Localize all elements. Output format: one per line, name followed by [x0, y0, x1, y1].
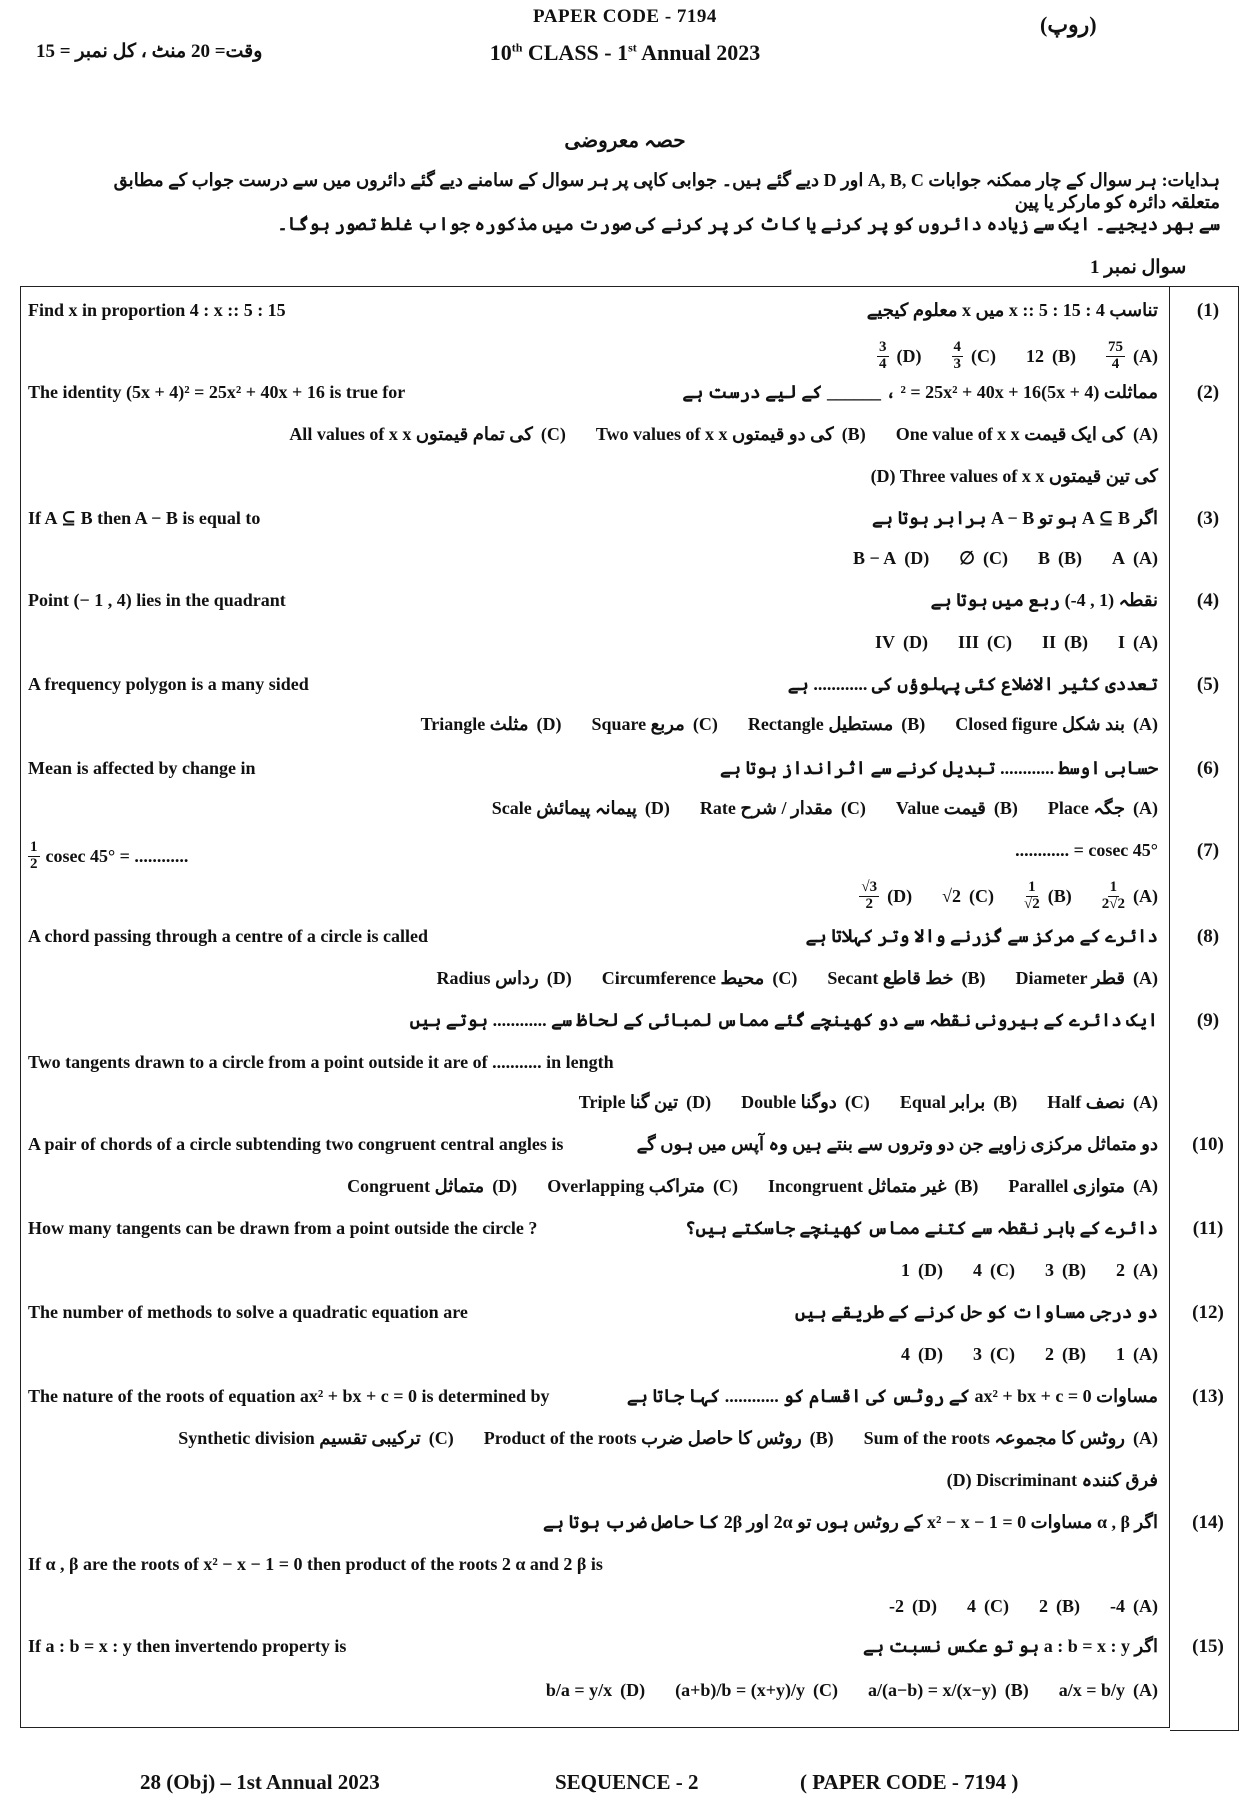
question-number: (15): [1192, 1636, 1224, 1657]
option-letter: (A): [1133, 798, 1158, 818]
question-urdu: اگر α , β مساوات x² − x − 1 = 0 کے روٹس ہوں تو 2α اور 2β کا حاصل ضرب ہوتا ہے: [542, 1512, 1158, 1532]
answer-option[interactable]: [768, 1176, 978, 1197]
option-text: Closed figure بند شکل: [955, 714, 1125, 734]
option-text: Overlapping متراکب: [547, 1176, 705, 1196]
question-english: Mean is affected by change in: [28, 758, 256, 778]
answer-option[interactable]: [1102, 880, 1158, 913]
option-text: Synthetic division ترکیبی تقسیم: [178, 1428, 421, 1448]
option-text: 3: [1045, 1260, 1054, 1280]
option-text: Parallel متوازی: [1008, 1176, 1125, 1196]
option-letter: (D): [620, 1680, 646, 1700]
question-number: (5): [1196, 674, 1220, 695]
option-letter: (B): [841, 424, 866, 444]
answer-option[interactable]: [741, 1092, 870, 1113]
answer-option[interactable]: [1008, 1176, 1158, 1197]
question-urdu: دو متماثل مرکزی زاویے جن دو وتروں سے بنتے ہیں وہ آپس میں ہوں گے: [636, 1134, 1158, 1154]
option-text: IV: [874, 632, 895, 652]
answer-option[interactable]: [546, 1680, 645, 1701]
option-text: I: [1117, 632, 1125, 652]
answer-options: [853, 548, 1158, 569]
question-urdu: اگر a : b = x : y ہو تو عکس نسبت ہے: [863, 1636, 1158, 1656]
option-letter: (A): [1133, 632, 1158, 652]
paper-code-header: PAPER CODE - 7194: [533, 6, 717, 27]
question-text: cosec 45° = ............: [45, 845, 189, 866]
option-text: Congruent متماثل: [347, 1176, 485, 1196]
answer-option[interactable]: [827, 968, 985, 989]
question-number: (9): [1196, 1010, 1220, 1031]
question-urdu: ایک دائرے کے بیرونی نقطہ سے دو کھینچے گئے مماس لمبائی کے لحاظ سے ............ ہوتے ہیں: [409, 1010, 1158, 1030]
option-text: All values of x x کی تمام قیمتوں: [289, 424, 533, 444]
answer-option[interactable]: [875, 632, 928, 653]
answer-option[interactable]: [484, 1428, 834, 1449]
question-english: The number of methods to solve a quadratic equation are: [28, 1302, 468, 1322]
option-text: B: [1037, 548, 1050, 568]
option-text: Incongruent غیر متماثل: [767, 1176, 947, 1196]
option-text: Equal برابر: [899, 1092, 986, 1112]
option-text: Triple تین گنا: [578, 1092, 679, 1112]
question-urdu: cosec 45° = ............: [1015, 840, 1158, 860]
option-text: Diameter قطر: [1015, 968, 1125, 988]
option-letter: (B): [901, 714, 926, 734]
option-letter: (B): [1058, 548, 1082, 568]
denominator: 2√2: [1101, 895, 1125, 912]
answer-option[interactable]: [591, 714, 717, 735]
option-text: 4: [973, 1260, 982, 1280]
numerator: 1: [1028, 879, 1036, 895]
option-text: a/x = b/y: [1058, 1680, 1125, 1700]
option-letter: (B): [1056, 1596, 1080, 1616]
denominator: √2: [1024, 895, 1040, 912]
option-letter: (C): [969, 885, 995, 906]
question-english: A frequency polygon is a many sided: [28, 674, 309, 694]
answer-option[interactable]: [864, 1428, 1158, 1449]
option-text: Half نصف: [1047, 1092, 1125, 1112]
option-letter: (C): [772, 968, 798, 988]
question-number: (13): [1192, 1386, 1224, 1407]
option-letter: (B): [1062, 1260, 1086, 1280]
question-english: If A ⊆ B then A − B is equal to: [28, 508, 261, 528]
option-letter: (D): [918, 1344, 943, 1364]
option-text: Sum of the roots روٹس کا مجموعہ: [863, 1428, 1125, 1448]
answer-option[interactable]: [973, 1260, 1015, 1281]
option-letter: (D): [887, 885, 913, 906]
answer-options: [889, 1596, 1158, 1617]
option-letter: (D): [896, 345, 922, 366]
fraction: [859, 880, 879, 913]
answer-option[interactable]: [1110, 1596, 1158, 1617]
option-letter: (B): [993, 1092, 1018, 1112]
class-text: CLASS - 1: [522, 40, 629, 65]
question-english: The identity (5x + 4)² = 25x² + 40x + 16 is true for: [28, 382, 406, 402]
option-letter: (A): [1133, 345, 1158, 366]
answer-option[interactable]: [868, 1680, 1029, 1701]
question-number: (11): [1192, 1218, 1224, 1239]
option-letter: (C): [986, 632, 1012, 652]
option-letter: (C): [984, 1596, 1009, 1616]
question-english: How many tangents can be drawn from a point outside the circle ?: [28, 1218, 538, 1238]
option-letter: (B): [993, 798, 1018, 818]
answer-options: [492, 798, 1158, 819]
numerator: 75: [1108, 339, 1123, 355]
answer-option[interactable]: [1047, 1092, 1158, 1113]
question-number: (7): [1196, 840, 1220, 861]
answer-option[interactable]: [347, 1176, 517, 1197]
answer-option[interactable]: [896, 798, 1018, 819]
answer-option[interactable]: [1048, 798, 1158, 819]
option-letter: (C): [840, 798, 866, 818]
answer-option[interactable]: [959, 548, 1008, 569]
option-letter: (C): [428, 1428, 454, 1448]
option-text: Double دوگنا: [741, 1092, 837, 1112]
option-text: Product of the roots روٹس کا حاصل ضرب: [483, 1428, 802, 1448]
answer-option[interactable]: [896, 424, 1158, 445]
option-text: Radius رداس: [436, 968, 539, 988]
option-text: Value قیمت: [895, 798, 986, 818]
instructions-line-1: ہدایات: ہر سوال کے چار ممکنہ جوابات A, B, C اور D دیے گئے ہیں۔ جوابی کاپی پر ہر سوال کے سامنے دیے گئے دائروں میں سے درست جواب کے مطابق متعلقہ دائرہ کو مارکر یا پین: [113, 170, 1220, 212]
answer-option[interactable]: [1106, 340, 1158, 373]
fraction: [1106, 340, 1125, 373]
option-text: 2: [1045, 1344, 1054, 1364]
answer-option[interactable]: [1059, 1680, 1158, 1701]
answer-option[interactable]: [748, 714, 925, 735]
answer-option[interactable]: [853, 548, 929, 569]
section-title: حصہ معروضی: [564, 130, 686, 152]
answer-option[interactable]: [1042, 632, 1088, 653]
answer-options: [877, 340, 1158, 373]
answer-option[interactable]: [901, 1260, 943, 1281]
answer-option-d[interactable]: (D) Discriminant فرق کنندہ: [946, 1470, 1158, 1490]
answer-option[interactable]: [901, 1344, 943, 1365]
question-number: (3): [1196, 508, 1220, 529]
answer-option[interactable]: [1026, 340, 1076, 373]
option-text: 1: [901, 1260, 910, 1280]
answer-option[interactable]: [877, 340, 922, 373]
answer-option[interactable]: [942, 880, 994, 913]
option-letter: (D): [904, 548, 930, 568]
question-number: (10): [1192, 1134, 1224, 1155]
option-letter: (C): [692, 714, 718, 734]
denominator: 4: [879, 355, 887, 372]
exam-year: Annual 2023: [636, 40, 761, 65]
question-number: (14): [1192, 1512, 1224, 1533]
question-number: (6): [1196, 758, 1220, 779]
numerator: 1: [30, 839, 38, 855]
option-text: 4: [901, 1344, 910, 1364]
answer-option[interactable]: [952, 340, 997, 373]
answer-options: [901, 1260, 1158, 1281]
question-english: A pair of chords of a circle subtending two congruent central angles is: [28, 1134, 564, 1154]
question-urdu: تناسب 4 : x :: 5 : 15 میں x معلوم کیجیے: [866, 300, 1158, 320]
question-urdu: دائرے کے مرکز سے گزرنے والا وتر کہلاتا ہے: [805, 926, 1158, 946]
option-letter: (B): [809, 1428, 834, 1448]
option-letter: (B): [961, 968, 986, 988]
answer-option[interactable]: [596, 424, 866, 445]
answer-option[interactable]: [958, 632, 1012, 653]
answer-option[interactable]: [1045, 1260, 1086, 1281]
fraction: [1102, 880, 1125, 913]
option-letter: (A): [1133, 1680, 1158, 1700]
option-text: 2: [1116, 1260, 1125, 1280]
numerator: 4: [953, 339, 961, 355]
fraction: [1024, 880, 1040, 913]
option-text: B − A: [853, 548, 897, 568]
option-text: Secant خط قاطع: [827, 968, 954, 988]
question-urdu: دو درجی مساوات کو حل کرنے کے طریقے ہیں: [795, 1302, 1158, 1322]
footer-paper-code: ( PAPER CODE - 7194 ): [800, 1770, 1019, 1794]
answer-option[interactable]: [1024, 880, 1072, 913]
option-text: Triangle مثلث: [420, 714, 529, 734]
answer-options: [289, 424, 1158, 445]
option-text: 4: [967, 1596, 976, 1616]
answer-options: [421, 714, 1158, 735]
option-letter: (A): [1133, 1092, 1158, 1112]
option-text: Scale پیمانہ پیمائش: [491, 798, 637, 818]
option-letter: (A): [1133, 1176, 1158, 1196]
question-number: (4): [1196, 590, 1220, 611]
option-letter: (B): [954, 1176, 979, 1196]
numerator: 1: [1109, 879, 1118, 895]
option-letter: (A): [1133, 1260, 1158, 1280]
option-letter: (B): [1062, 1344, 1086, 1364]
footer-sequence: SEQUENCE - 2: [555, 1770, 699, 1794]
answer-option[interactable]: [1116, 1260, 1158, 1281]
denominator: 4: [1111, 355, 1120, 372]
fraction: [952, 340, 964, 373]
answer-options: [875, 632, 1158, 653]
group-label: (روپ): [1040, 12, 1097, 37]
option-text: -4: [1110, 1596, 1125, 1616]
question-urdu: اگر A ⊆ B ہو تو A − B برابر ہوتا ہے: [871, 508, 1158, 528]
option-letter: (B): [1004, 1680, 1029, 1700]
question-english: Point (− 1 , 4) lies in the quadrant: [28, 590, 286, 610]
option-text: b/a = y/x: [545, 1680, 613, 1700]
answer-options: [859, 880, 1158, 913]
option-letter: (C): [812, 1680, 838, 1700]
option-letter: (C): [990, 1260, 1015, 1280]
option-text: Square مربع: [591, 714, 685, 734]
option-letter: (C): [712, 1176, 738, 1196]
option-text: 3: [973, 1344, 982, 1364]
option-letter: (C): [844, 1092, 870, 1112]
fraction: [877, 340, 889, 373]
class-number: 10: [489, 40, 512, 65]
option-letter: (D): [686, 1092, 712, 1112]
question-urdu: دائرے کے باہر نقطہ سے کتنے مماس کھینچے جاسکتے ہیں؟: [685, 1218, 1158, 1238]
answer-option[interactable]: [900, 1092, 1017, 1113]
answer-option[interactable]: [421, 714, 562, 735]
question-english: [28, 840, 188, 873]
answer-option[interactable]: [1116, 1344, 1158, 1365]
option-letter: (A): [1133, 968, 1158, 988]
answer-option[interactable]: [492, 798, 670, 819]
answer-option[interactable]: [859, 880, 912, 913]
option-letter: (B): [1047, 885, 1072, 906]
class-suffix: th: [511, 40, 523, 55]
question-english: The nature of the roots of equation ax² + bx + c = 0 is determined by: [28, 1386, 550, 1406]
time-marks: وقت= 20 منٹ ، کل نمبر = 15: [36, 41, 263, 62]
option-text: a/(a−b) = x/(x−y): [867, 1680, 997, 1700]
answer-option[interactable]: [602, 968, 798, 989]
answer-option[interactable]: [955, 714, 1158, 735]
option-text: II: [1041, 632, 1056, 652]
option-text: III: [957, 632, 979, 652]
answer-option-d[interactable]: (D) Three values of x x کی تین قیمتوں: [870, 466, 1158, 486]
answer-option[interactable]: [178, 1428, 454, 1449]
option-text: (a+b)/b = (x+y)/y: [675, 1680, 805, 1700]
option-text: Place جگہ: [1047, 798, 1125, 818]
option-text: ∅: [959, 548, 975, 568]
answer-option[interactable]: [889, 1596, 937, 1617]
class-suffix2: st: [628, 40, 637, 55]
option-text: √2: [942, 885, 962, 906]
answer-options: [901, 1344, 1158, 1365]
option-letter: (C): [540, 424, 566, 444]
answer-option[interactable]: [1112, 548, 1158, 569]
answer-options: [579, 1092, 1158, 1113]
question-english: A chord passing through a centre of a circle is called: [28, 926, 428, 946]
question-number: (8): [1196, 926, 1220, 947]
numerator: √3: [861, 879, 878, 895]
option-text: Circumference محیط: [601, 968, 765, 988]
denominator: 3: [953, 355, 961, 372]
answer-option[interactable]: [1045, 1344, 1086, 1365]
question-urdu: نقطہ (1 , 4-) ربع میں ہوتا ہے: [930, 590, 1158, 610]
option-letter: (C): [982, 548, 1008, 568]
option-letter: (B): [1052, 345, 1076, 366]
option-text: -2: [889, 1596, 904, 1616]
question-number: (1): [1196, 300, 1220, 321]
option-text: 1: [1116, 1344, 1125, 1364]
option-letter: (A): [1133, 1344, 1158, 1364]
option-letter: (C): [990, 1344, 1015, 1364]
instructions-line-2: سے بھر دیجیے۔ ایک سے زیادہ دائروں کو پر کرنے یا کاٹ کر پر کرنے کی صورت میں مذکورہ جواب غلط تصور ہوگا۔: [277, 214, 1220, 234]
option-letter: (A): [1133, 424, 1158, 444]
fraction: [28, 840, 40, 873]
option-letter: (C): [971, 345, 996, 366]
answer-option[interactable]: [437, 968, 572, 989]
answer-option[interactable]: [675, 1680, 838, 1701]
question-english: Find x in proportion 4 : x :: 5 : 15: [28, 300, 286, 320]
question-urdu: تعددی کثیر الاضلاع کئی پہلوؤں کی ............ ہے: [787, 674, 1158, 694]
option-letter: (D): [644, 798, 670, 818]
option-letter: (A): [1133, 1596, 1158, 1616]
question-urdu: مساوات ax² + bx + c = 0 کے روٹس کی اقسام کو ............ کہا جاتا ہے: [626, 1386, 1158, 1406]
answer-options: [546, 1680, 1158, 1701]
question-number: (12): [1192, 1302, 1224, 1323]
denominator: 2: [30, 855, 38, 872]
answer-option[interactable]: [973, 1344, 1015, 1365]
option-text: A: [1112, 548, 1125, 568]
option-text: Rectangle مستطیل: [747, 714, 894, 734]
option-letter: (D): [536, 714, 562, 734]
question-english: Two tangents drawn to a circle from a point outside it are of ........... in length: [28, 1052, 614, 1072]
answer-option[interactable]: [700, 798, 866, 819]
answer-option[interactable]: [1016, 968, 1158, 989]
question-english: If α , β are the roots of x² − x − 1 = 0 then product of the roots 2 α and 2 β is: [28, 1554, 603, 1574]
answer-options: [437, 968, 1158, 989]
answer-option[interactable]: [1038, 548, 1082, 569]
denominator: 2: [865, 895, 874, 912]
option-letter: (B): [1063, 632, 1088, 652]
option-letter: (A): [1133, 714, 1158, 734]
option-letter: (D): [918, 1260, 943, 1280]
option-letter: (A): [1133, 885, 1158, 906]
option-text: 2: [1039, 1596, 1048, 1616]
option-letter: (A): [1133, 1428, 1158, 1448]
answer-option[interactable]: [1118, 632, 1158, 653]
option-letter: (D): [546, 968, 572, 988]
footer-left: 28 (Obj) – 1st Annual 2023: [140, 1770, 380, 1794]
answer-options: [347, 1176, 1158, 1197]
answer-options: [178, 1428, 1158, 1449]
answer-option[interactable]: [289, 424, 566, 445]
answer-option[interactable]: [579, 1092, 711, 1113]
option-letter: (A): [1133, 548, 1158, 568]
question-urdu: مماثلت (5x + 4)² = 25x² + 40x + 16 ، ______ کے لیے درست ہے: [682, 382, 1158, 402]
answer-option[interactable]: [1039, 1596, 1080, 1617]
question-number-label: سوال نمبر 1: [1090, 257, 1187, 278]
question-number: (2): [1196, 382, 1220, 403]
option-text: 12: [1026, 345, 1044, 366]
question-urdu: حسابی اوسط ............ تبدیل کرنے سے اثرانداز ہوتا ہے: [719, 758, 1158, 778]
option-text: Two values of x x کی دو قیمتوں: [595, 424, 834, 444]
question-english: If a : b = x : y then invertendo property is: [28, 1636, 347, 1656]
answer-option[interactable]: [967, 1596, 1009, 1617]
option-text: One value of x x کی ایک قیمت: [895, 424, 1125, 444]
option-letter: (D): [912, 1596, 937, 1616]
numerator: 3: [879, 339, 887, 355]
option-letter: (D): [902, 632, 928, 652]
option-text: Rate مقدار / شرح: [699, 798, 833, 818]
answer-option[interactable]: [547, 1176, 738, 1197]
option-letter: (D): [492, 1176, 518, 1196]
